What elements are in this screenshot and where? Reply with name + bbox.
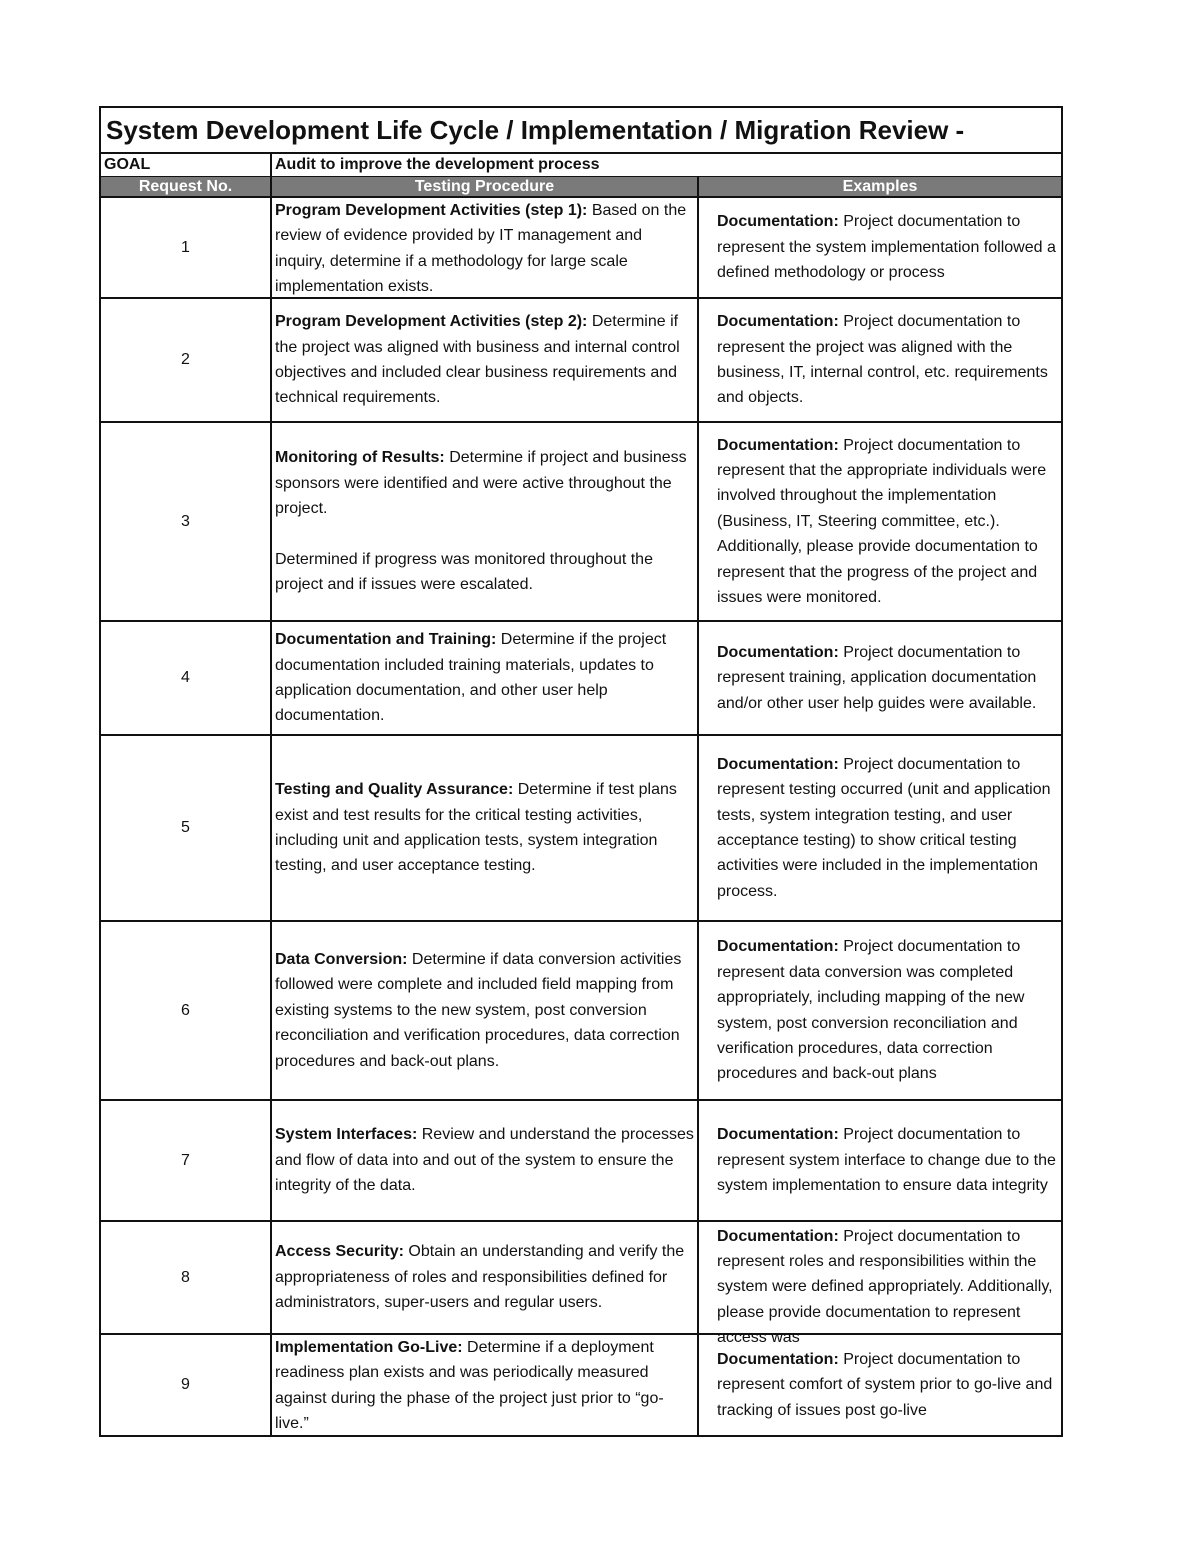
request-number: 4 — [100, 621, 271, 735]
examples-text: Project documentation to represent the system implementation followed a defined methodology or process — [717, 213, 1056, 282]
procedure-title: System Interfaces: — [275, 1126, 418, 1144]
request-number: 5 — [100, 735, 271, 921]
table-row — [100, 422, 1062, 621]
examples-title: Documentation: — [717, 1350, 839, 1368]
table-row — [100, 1221, 1062, 1334]
procedure-title: Monitoring of Results: — [275, 449, 445, 467]
goal-label: GOAL — [100, 153, 271, 177]
procedure-title: Testing and Quality Assurance: — [275, 781, 514, 799]
header-row — [100, 177, 1062, 198]
testing-procedure-cell — [271, 298, 698, 422]
procedure-text: Determine if the project documentation included training materials, updates to application documentation, and other user help documentation. — [275, 631, 667, 725]
examples-title: Documentation: — [717, 436, 839, 454]
procedure-text: Determine if test plans exist and test results for the critical testing activities, including unit and application tests, system integration testing, and user acceptance testing. — [275, 781, 677, 875]
examples-text: Project documentation to represent comfort of system prior to go-live and tracking of issues post go-live — [717, 1350, 1053, 1419]
examples-title: Documentation: — [717, 1126, 839, 1144]
procedure-text: Determine if the project was aligned with business and internal control objectives and included clear business requirements and technical requirements. — [275, 313, 680, 407]
examples-cell — [698, 735, 1062, 921]
table-row — [100, 298, 1062, 422]
header-testing-procedure: Testing Procedure — [271, 177, 698, 198]
table-row — [100, 1100, 1062, 1221]
request-number: 2 — [100, 298, 271, 422]
header-examples: Examples — [698, 177, 1062, 198]
testing-procedure-cell — [271, 1221, 698, 1334]
table-row — [100, 1334, 1062, 1436]
examples-text: Project documentation to represent that the appropriate individuals were involved throughout the implementation (Business, IT, Steering committee, etc.). Additionally, please provide documentation to represent that the progress of the project and issues were monitored. — [717, 436, 1047, 607]
examples-text: Project documentation to represent system interface to change due to the system implementation to ensure data integrity — [717, 1126, 1056, 1195]
examples-cell — [698, 1100, 1062, 1221]
request-number: 1 — [100, 197, 271, 298]
examples-title: Documentation: — [717, 938, 839, 956]
testing-procedure-cell — [271, 197, 698, 298]
testing-procedure-cell — [271, 422, 698, 621]
request-number: 8 — [100, 1221, 271, 1334]
procedure-text: Determine if project and business sponsors were identified and were active throughout the project. — [275, 449, 687, 518]
table-row — [100, 197, 1062, 298]
table-row — [100, 735, 1062, 921]
testing-procedure-cell — [271, 621, 698, 735]
examples-cell — [698, 1334, 1062, 1436]
request-number: 6 — [100, 921, 271, 1100]
procedure-text: Obtain an understanding and verify the appropriateness of roles and responsibilities defined for administrators, super-users and regular users. — [275, 1243, 685, 1312]
examples-cell — [698, 298, 1062, 422]
goal-row — [100, 153, 1062, 177]
testing-procedure-cell — [271, 735, 698, 921]
procedure-title: Program Development Activities (step 2): — [275, 313, 588, 331]
testing-procedure-cell — [271, 1100, 698, 1221]
examples-title: Documentation: — [717, 213, 839, 231]
examples-title: Documentation: — [717, 643, 839, 661]
examples-text: Project documentation to represent roles and responsibilities within the system were defined appropriately. Additionally, please provide documentation to represent access was — [717, 1227, 1053, 1347]
procedure-text-2: Determined if progress was monitored throughout the project and if issues were escalated. — [275, 550, 653, 594]
procedure-text: Review and understand the processes and flow of data into and out of the system to ensure the integrity of the data. — [275, 1126, 694, 1195]
audit-table — [99, 106, 1063, 1437]
examples-cell — [698, 621, 1062, 735]
procedure-title: Access Security: — [275, 1243, 404, 1261]
examples-cell — [698, 197, 1062, 298]
procedure-title: Program Development Activities (step 1): — [275, 202, 588, 219]
testing-procedure-cell — [271, 1334, 698, 1436]
procedure-text: Based on the review of evidence provided by IT management and inquiry, determine if a methodology for large scale implementation exists. — [275, 202, 687, 296]
title-row — [100, 107, 1062, 153]
procedure-text: Determine if data conversion activities followed were complete and included field mapping from existing systems to the new system, post conversion reconciliation and verification procedures, data correction procedures and back-out plans. — [275, 950, 682, 1070]
examples-text: Project documentation to represent data conversion was completed appropriately, including mapping of the new system, post conversion reconciliation and verification procedures, data correction procedures and back-out plans — [717, 938, 1025, 1083]
procedure-title: Implementation Go-Live: — [275, 1339, 463, 1356]
procedure-title: Data Conversion: — [275, 950, 408, 968]
sheet-title: System Development Life Cycle / Implementation / Migration Review - — [100, 107, 1062, 153]
request-number: 7 — [100, 1100, 271, 1221]
testing-procedure-cell — [271, 921, 698, 1100]
request-number: 3 — [100, 422, 271, 621]
table-row — [100, 921, 1062, 1100]
header-request-no: Request No. — [100, 177, 271, 198]
goal-value: Audit to improve the development process — [271, 153, 1062, 177]
examples-title: Documentation: — [717, 755, 839, 773]
request-number: 9 — [100, 1334, 271, 1436]
examples-cell — [698, 1221, 1062, 1347]
examples-text: Project documentation to represent testing occurred (unit and application tests, system integration testing, and user acceptance testing) to show critical testing activities were included in the implementation process. — [717, 755, 1051, 900]
examples-cell — [698, 921, 1062, 1100]
procedure-text: Determine if a deployment readiness plan exists and was periodically measured against during the phase of the project just prior to “go-live.” — [275, 1339, 664, 1433]
examples-cell — [698, 422, 1062, 621]
examples-text: Project documentation to represent training, application documentation and/or other user help guides were available. — [717, 643, 1037, 712]
table-row — [100, 621, 1062, 735]
examples-title: Documentation: — [717, 1227, 839, 1245]
examples-text: Project documentation to represent the project was aligned with the business, IT, internal control, etc. requirements and objects. — [717, 313, 1048, 407]
audit-sheet — [99, 106, 1061, 1437]
procedure-title: Documentation and Training: — [275, 631, 497, 649]
examples-title: Documentation: — [717, 313, 839, 331]
